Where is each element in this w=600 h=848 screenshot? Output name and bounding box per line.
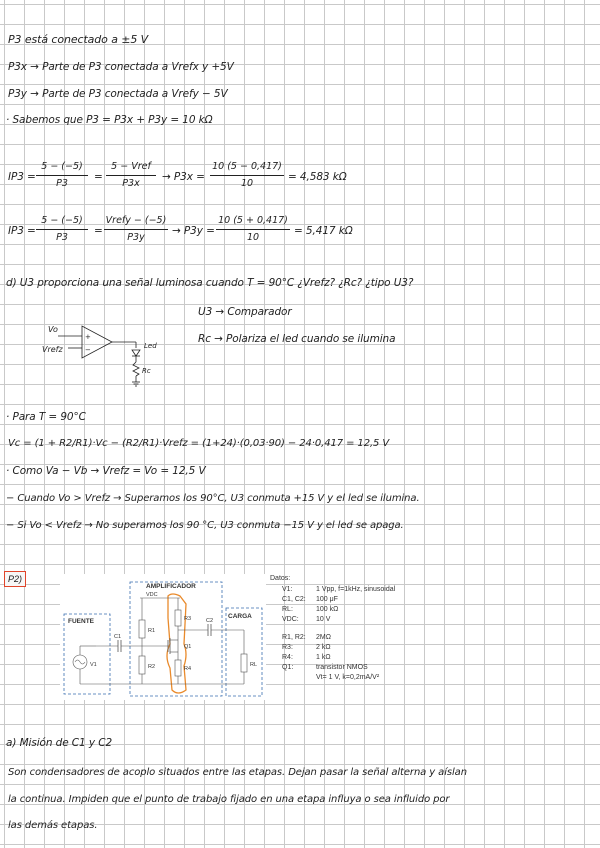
r3-label: R3 — [184, 616, 192, 622]
eq2-f2-den: P3y — [127, 232, 145, 243]
datos-val-5: 2 kΩ — [316, 644, 331, 651]
r4-label: R4 — [184, 666, 192, 672]
v1-label: V1 — [90, 662, 97, 668]
eq1-f3-num: 10 (5 − 0,417) — [212, 161, 282, 172]
svg-text:+: + — [85, 333, 91, 341]
eq1-f2-den: P3x — [122, 178, 140, 189]
como-line: · Como Va − Vb → Vrefz = Vo = 12,5 V — [6, 465, 206, 477]
svg-text:−: − — [85, 346, 91, 354]
r1-resistor — [139, 620, 145, 638]
c1-label: C1 — [114, 634, 122, 640]
datos-key-5: R3: — [282, 644, 293, 651]
datos-val-3: 10 V — [316, 616, 331, 623]
datos-key-4: R1, R2: — [282, 634, 306, 641]
datos-title: Datos: — [270, 575, 291, 582]
eq2-f1-den: P3 — [56, 232, 68, 243]
carga-label: CARGA — [228, 613, 252, 620]
q1-label: Q1 — [184, 644, 192, 650]
note-line-1: P3 está conectado a ±5 V — [8, 33, 149, 46]
eq1-f3-den: 10 — [240, 178, 254, 189]
eq1-result: = 4,583 kΩ — [288, 171, 347, 183]
eq1-lhs: IP3 = — [8, 171, 36, 183]
eq2-lhs: IP3 = — [8, 225, 36, 237]
vref-label: Vrefz — [42, 345, 63, 354]
datos-key-3: VDC: — [282, 616, 299, 623]
datos-val-6: 1 kΩ — [316, 654, 331, 661]
r1-label: R1 — [148, 628, 156, 634]
datos-val-2: 100 kΩ — [316, 606, 339, 613]
eq1-f1-bar — [36, 175, 88, 176]
fuente-label: FUENTE — [68, 618, 94, 625]
eq2-f2-num: Vrefy − (−5) — [105, 215, 167, 226]
eq2-f2-bar — [104, 229, 168, 230]
answer-a-line-3: las demás etapas. — [8, 820, 98, 831]
r2-label: R2 — [148, 664, 156, 670]
eq2-f3-den: 10 — [246, 232, 260, 243]
si-line: − Si Vo < Vrefz → No superamos los 90 °C, U3 conmuta −15 V y el led se apaga. — [6, 520, 404, 531]
eq2-result: = 5,417 kΩ — [294, 225, 353, 237]
datos-key-7: Q1: — [282, 664, 294, 671]
eq2-f3-num: 10 (5 + 0,417) — [218, 215, 288, 226]
datos-val-4: 2MΩ — [316, 634, 331, 641]
vo-label: Vo — [48, 325, 58, 334]
cuando-line: − Cuando Vo > Vrefz → Superamos los 90°C, U3 conmuta +15 V y el led se ilumina. — [6, 493, 420, 504]
rl-resistor — [241, 654, 247, 672]
r3-resistor — [175, 610, 181, 626]
eq2-f1-num: 5 − (−5) — [41, 215, 83, 226]
rc-polariza: Rc → Polariza el led cuando se ilumina — [198, 333, 396, 345]
eq1-eq: = — [94, 171, 103, 183]
eq1-f1-den: P3 — [56, 178, 68, 189]
eq2-f3-bar — [216, 229, 290, 230]
amplificador-label: AMPLIFICADOR — [146, 583, 196, 590]
answer-a-line-1: Son condensadores de acoplo situados entre las etapas. Dejan pasar la señal alterna y aíslan — [8, 767, 467, 778]
eq2-eq: = — [94, 225, 103, 237]
eq1-arrow: → P3x = — [162, 171, 205, 183]
led-label: Led — [144, 342, 157, 350]
comparator-circuit-sketch — [40, 318, 180, 398]
r2-resistor — [139, 656, 145, 674]
vc-equation: Vc = (1 + R2/R1)·Vc − (R2/R1)·Vrefz = (1+24)·(0,03·90) − 24·0,417 = 12,5 V — [8, 438, 390, 449]
led-icon — [132, 350, 140, 356]
eq2-arrow: → P3y = — [172, 225, 215, 237]
eq1-f2-bar — [106, 175, 156, 176]
eq1-f2-num: 5 − Vref — [111, 161, 151, 172]
datos-key-6: R4: — [282, 654, 293, 661]
section-d-question: d) U3 proporciona una señal luminosa cuando T = 90°C ¿Vrefz? ¿Rc? ¿tipo U3? — [6, 277, 414, 289]
eq1-f1-num: 5 − (−5) — [41, 161, 83, 172]
datos-val-0: 1 Vpp, f=1kHz, sinusoidal — [316, 586, 396, 593]
rc-label: Rc — [142, 367, 151, 375]
amplifier-schematic — [60, 574, 266, 700]
note-line-2: P3x → Parte de P3 conectada a Vrefx y +5V — [8, 61, 234, 73]
answer-a-title: a) Misión de C1 y C2 — [6, 737, 113, 749]
datos-val-1: 100 μF — [316, 596, 338, 603]
c2-label: C2 — [206, 618, 214, 624]
fuente-box — [64, 614, 110, 694]
note-line-4: · Sabemos que P3 = P3x + P3y = 10 kΩ — [6, 114, 213, 126]
datos-val-8: Vt= 1 V, k=0,2mA/V² — [316, 674, 380, 681]
datos-key-2: RL: — [282, 606, 293, 613]
p2-tag: P2) — [4, 571, 26, 587]
datos-block — [270, 575, 400, 685]
datos-key-1: C1, C2: — [282, 596, 306, 603]
para-line: · Para T = 90°C — [6, 411, 86, 423]
resistor-icon — [133, 362, 139, 376]
datos-val-7: transistor NMOS — [316, 664, 368, 671]
answer-a-line-2: la continua. Impiden que el punto de trabajo fijado en una etapa influya o sea influido por — [8, 794, 450, 805]
vdc-label: VDC — [146, 592, 158, 598]
eq1-f3-bar — [210, 175, 284, 176]
amplificador-box — [130, 582, 222, 696]
r4-resistor — [175, 660, 181, 676]
datos-key-0: V1: — [282, 586, 293, 593]
eq2-f1-bar — [36, 229, 88, 230]
note-line-3: P3y → Parte de P3 conectada a Vrefy − 5V — [8, 88, 228, 100]
rl-label: RL — [250, 662, 258, 668]
u3-comparador: U3 → Comparador — [198, 306, 292, 318]
